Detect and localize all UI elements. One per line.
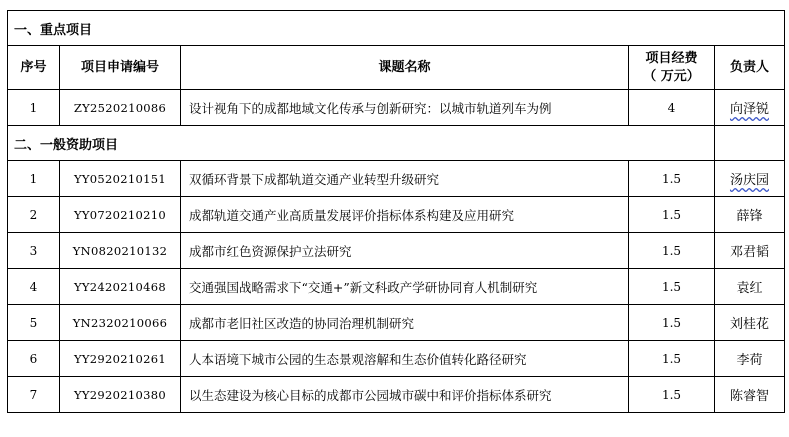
owner-name: 李荷 [736,353,763,368]
fund-cell: 4 [629,90,715,126]
table-row [8,269,785,305]
section-general-label: 二、一般资助项目 [8,126,715,161]
fund-cell: 1.5 [629,233,715,269]
title-cell: 人本语境下城市公园的生态景观溶解和生态价值转化路径研究 [181,341,629,377]
code-cell: YY2920210380 [60,377,181,413]
title-cell: 交通强国战略需求下“交通+”新文科政产学研协同育人机制研究 [181,269,629,305]
owner-name: 邓君韬 [729,245,769,260]
fund-cell: 1.5 [629,161,715,197]
section-key-label: 一、重点项目 [8,11,785,46]
table-row [8,90,785,126]
header-code: 项目申请编号 [60,46,181,90]
seq-cell: 2 [8,197,60,233]
header-fund-line1: 项目经费 [645,50,698,66]
seq-cell: 4 [8,269,60,305]
owner-cell [715,305,785,341]
owner-name: 袁红 [736,281,763,296]
seq-cell: 5 [8,305,60,341]
owner-cell [715,341,785,377]
title-cell: 成都市老旧社区改造的协同治理机制研究 [181,305,629,341]
owner-name: 向泽锐 [729,102,769,117]
owner-name: 薛锋 [736,209,763,224]
section-general-empty-cell [715,126,785,161]
fund-cell: 1.5 [629,269,715,305]
projects-table [7,10,785,413]
table-row [8,197,785,233]
owner-cell [715,197,785,233]
header-fund-line2: （ 万元） [643,68,700,84]
seq-cell: 3 [8,233,60,269]
table-row [8,377,785,413]
table-row [8,233,785,269]
fund-cell: 1.5 [629,305,715,341]
section-key-projects-row [8,11,785,46]
owner-name: 陈睿智 [729,389,769,404]
code-cell: YY0720210210 [60,197,181,233]
owner-cell [715,377,785,413]
seq-cell: 1 [8,90,60,126]
header-row [8,46,785,90]
title-cell: 成都轨道交通产业高质量发展评价指标体系构建及应用研究 [181,197,629,233]
header-fund [629,46,715,90]
header-title: 课题名称 [181,46,629,90]
header-seq: 序号 [8,46,60,90]
code-cell: YN2320210066 [60,305,181,341]
owner-cell [715,161,785,197]
owner-name: 汤庆园 [729,173,769,188]
section-general-projects-row [8,126,785,161]
title-cell: 以生态建设为核心目标的成都市公园城市碳中和评价指标体系研究 [181,377,629,413]
code-cell: YY0520210151 [60,161,181,197]
owner-cell [715,233,785,269]
table-row [8,305,785,341]
title-cell: 设计视角下的成都地域文化传承与创新研究：以城市轨道列车为例 [181,90,629,126]
code-cell: YY2420210468 [60,269,181,305]
table-row [8,341,785,377]
code-cell: YN0820210132 [60,233,181,269]
seq-cell: 1 [8,161,60,197]
title-cell: 成都市红色资源保护立法研究 [181,233,629,269]
fund-cell: 1.5 [629,341,715,377]
seq-cell: 6 [8,341,60,377]
owner-cell [715,90,785,126]
header-owner: 负责人 [715,46,785,90]
seq-cell: 7 [8,377,60,413]
owner-cell [715,269,785,305]
table-row [8,161,785,197]
owner-name: 刘桂花 [729,317,769,332]
title-cell: 双循环背景下成都轨道交通产业转型升级研究 [181,161,629,197]
fund-cell: 1.5 [629,197,715,233]
code-cell: YY2920210261 [60,341,181,377]
code-cell: ZY2520210086 [60,90,181,126]
fund-cell: 1.5 [629,377,715,413]
